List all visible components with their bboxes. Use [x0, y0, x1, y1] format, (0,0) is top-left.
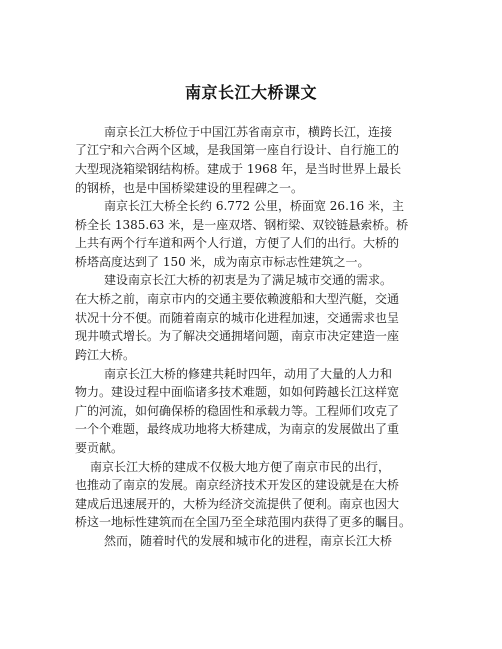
- text-line: 物力。建设过程中面临诸多技术难题，如如何跨越长江这样宽: [75, 385, 400, 399]
- text-line: 的钢桥，也是中国桥梁建设的里程碑之一。: [75, 181, 304, 195]
- text-line: 南京长江大桥全长约 6.772 公里，桥面宽 26.16 米，主: [104, 199, 404, 213]
- text-line: 状况十分不便。而随着南京的城市化进程加速，交通需求也呈: [75, 311, 400, 325]
- text-line: 在大桥之前，南京市内的交通主要依赖渡船和大型汽艇，交通: [75, 292, 400, 306]
- text-line: 南京长江大桥的建成不仅极大地方便了南京市民的出行，: [90, 460, 391, 474]
- text-line: 了江宁和六合两个区域，是我国第一座自行设计、自行施工的: [75, 143, 400, 157]
- text-line: 南京长江大桥的修建共耗时四年，动用了大量的人力和: [104, 367, 393, 381]
- text-line: 建成后迅速展开的，大桥为经济交流提供了便利。南京也因大: [75, 497, 400, 511]
- text-line: 大型现浇箱梁钢结构桥。建成于 1968 年，是当时世界上最长: [75, 162, 402, 176]
- document-title: 南京长江大桥课文: [184, 83, 317, 102]
- text-line: 现井喷式增长。为了解决交通拥堵问题，南京市决定建造一座: [75, 329, 400, 343]
- text-line: 要贡献。: [75, 441, 124, 455]
- text-line: 一个个难题，最终成功地将大桥建成，为南京的发展做出了重: [75, 422, 400, 436]
- text-line: 然而，随着时代的发展和城市化的进程，南京长江大桥: [104, 534, 393, 548]
- text-line: 桥这一地标性建筑而在全国乃至全球范围内获得了更多的瞩目。: [75, 515, 412, 529]
- text-line: 桥塔高度达到了 150 米，成为南京市标志性建筑之一。: [75, 255, 370, 269]
- text-line: 跨江大桥。: [75, 348, 136, 362]
- text-line: 桥全长 1385.63 米，是一座双塔、钢桁梁、双铰链悬索桥。桥: [75, 218, 409, 232]
- text-line: 广的河流，如何确保桥的稳固性和承载力等。工程师们攻克了: [75, 404, 400, 418]
- text-line: 建设南京长江大桥的初衷是为了满足城市交通的需求。: [104, 273, 393, 287]
- text-line: 也推动了南京的发展。南京经济技术开发区的建设就是在大桥: [75, 478, 400, 492]
- text-line: 上共有两个行车道和两个人行道，方便了人们的出行。大桥的: [75, 236, 400, 250]
- text-line: 南京长江大桥位于中国江苏省南京市，横跨长江，连接: [104, 125, 393, 139]
